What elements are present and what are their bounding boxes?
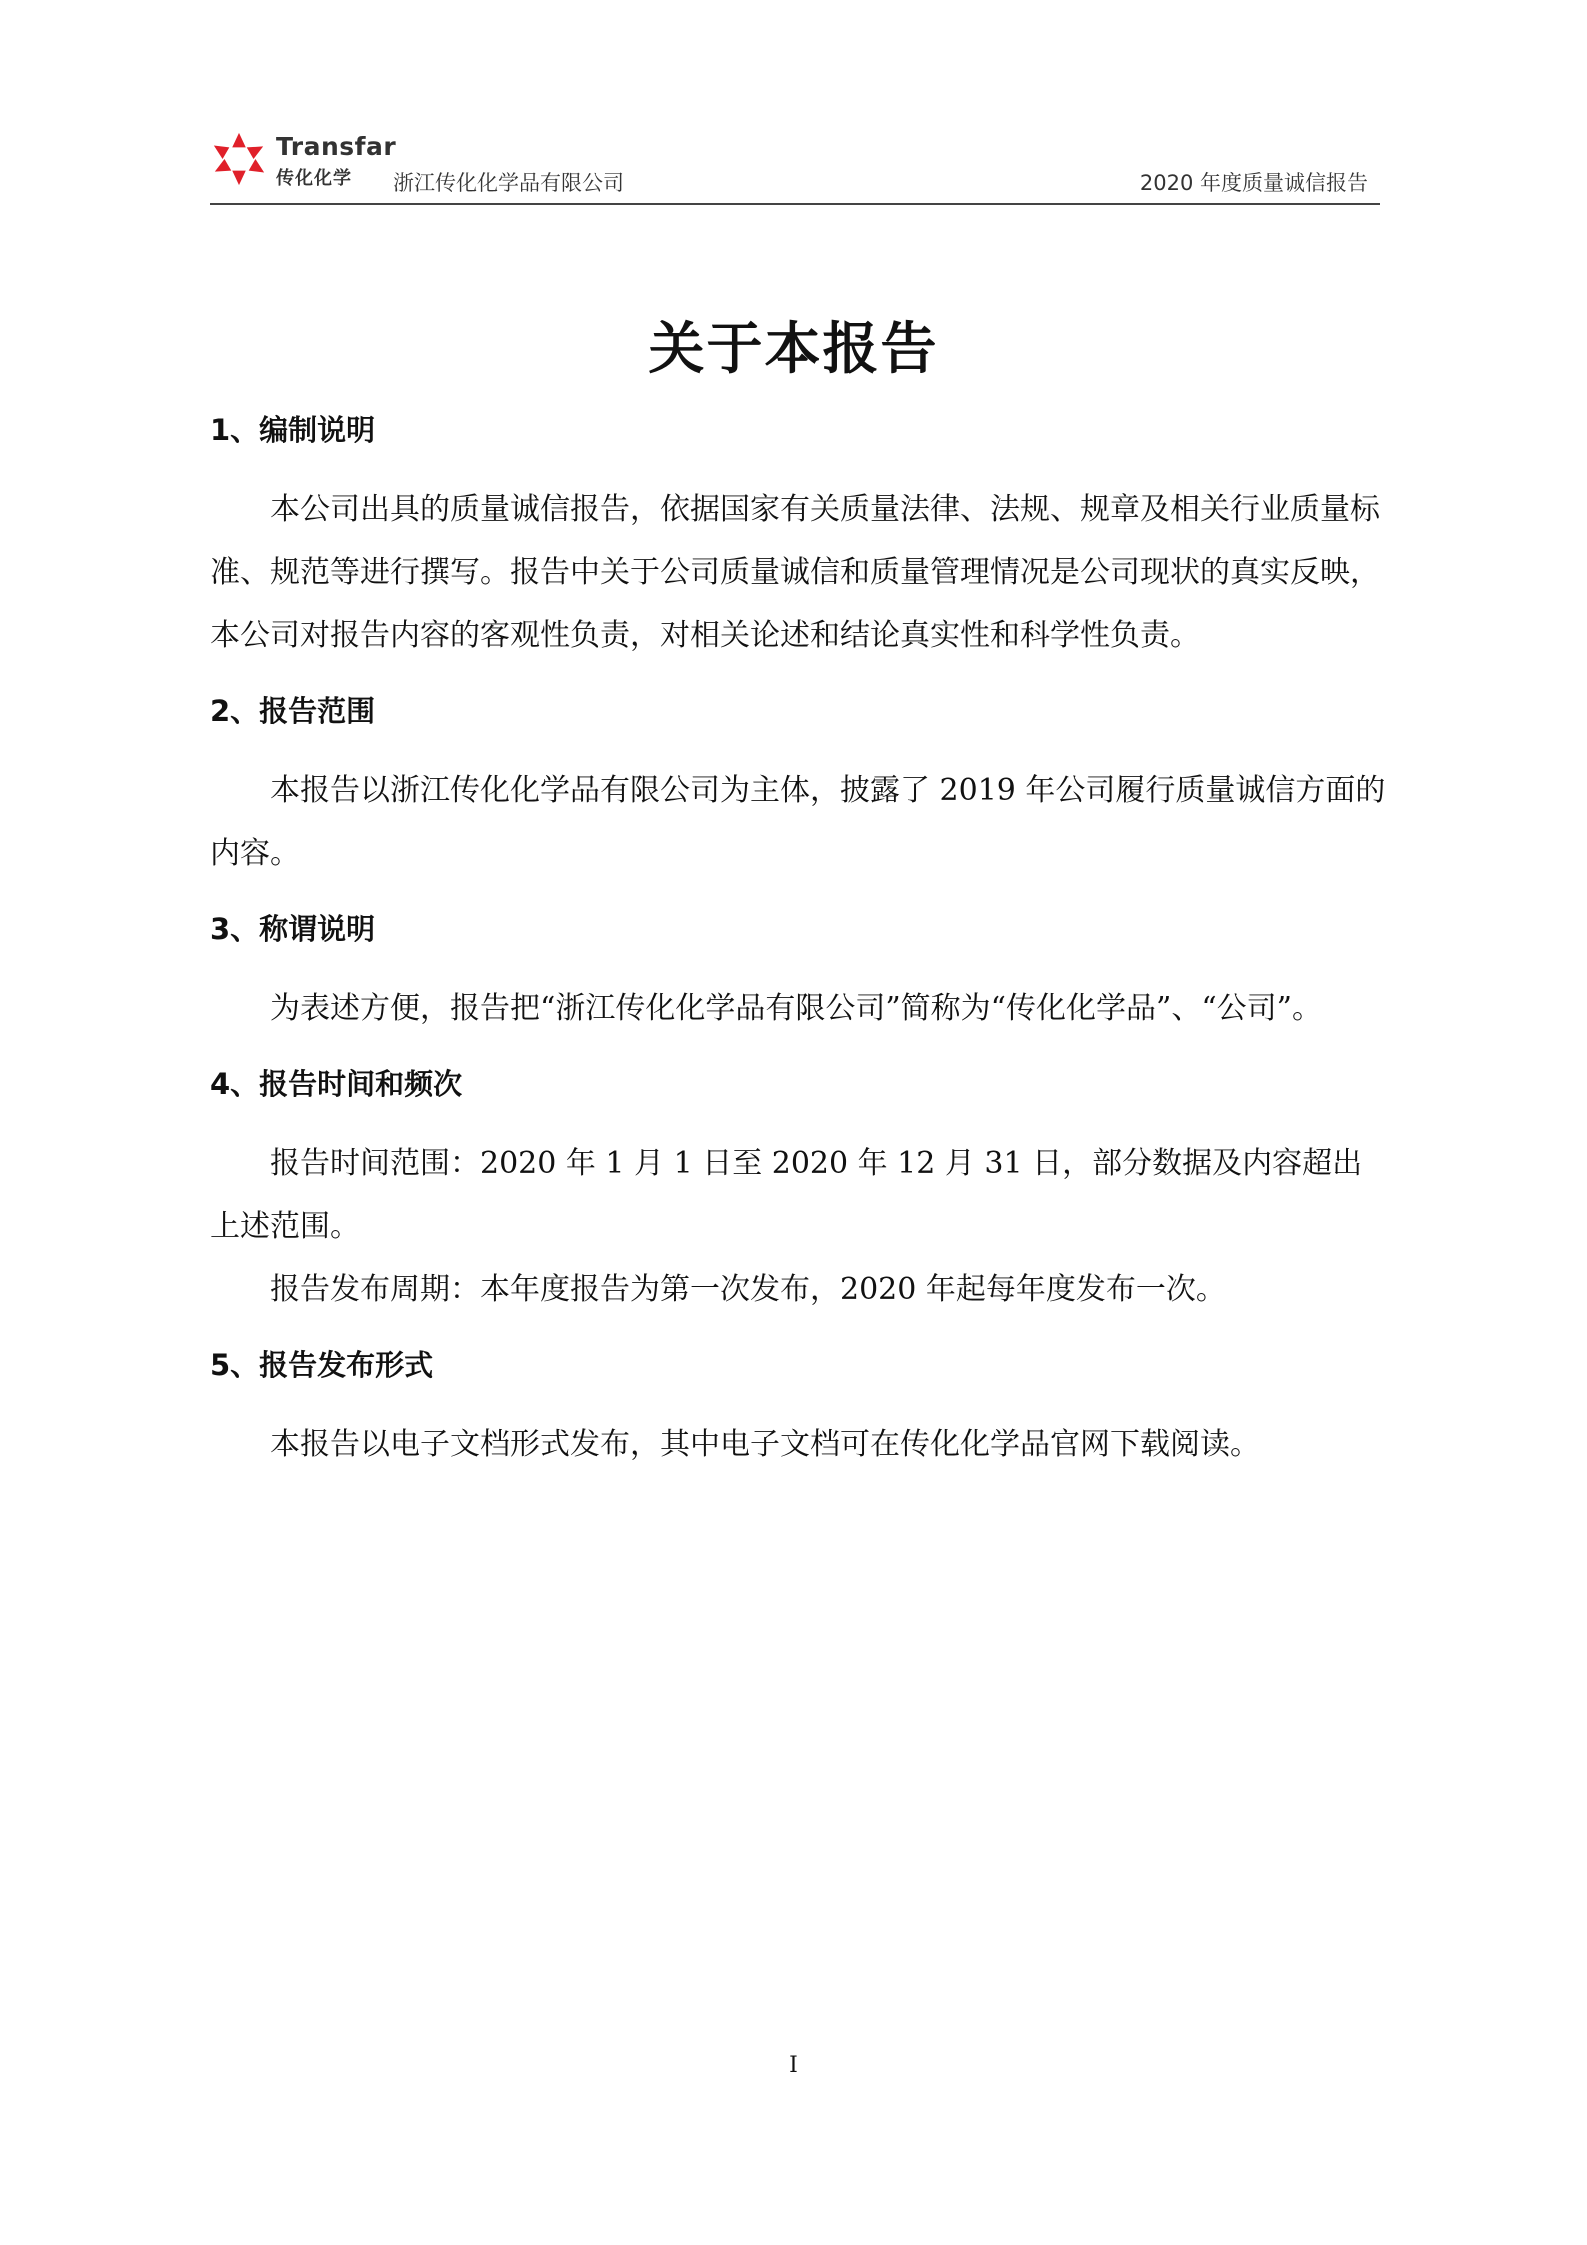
paragraph: 本报告以电子文档形式发布，其中电子文档可在传化化学品官网下载阅读。 <box>270 1427 1260 1462</box>
section-time-frequency <box>210 1062 1390 1321</box>
section-heading: 4、报告时间和频次 <box>210 1067 463 1101</box>
section-heading: 3、称谓说明 <box>210 912 376 946</box>
transfar-logo <box>210 130 395 190</box>
paragraph: 报告时间范围：2020 年 1 月 1 日至 2020 年 12 月 31 日，部分数据及内容超出上述范围。 <box>210 1146 1363 1244</box>
section-compilation <box>210 408 1390 667</box>
paragraph: 本报告以浙江传化化学品有限公司为主体，披露了 2019 年公司履行质量诚信方面的内容。 <box>210 773 1386 871</box>
page-title: 关于本报告 <box>648 317 939 382</box>
section-heading: 5、报告发布形式 <box>210 1348 434 1382</box>
section-heading: 2、报告范围 <box>210 694 376 728</box>
paragraph: 报告发布周期：本年度报告为第一次发布，2020 年起每年度发布一次。 <box>270 1272 1226 1307</box>
logo-chinese-text: 传化化学 <box>276 168 352 189</box>
paragraph: 本公司出具的质量诚信报告，依据国家有关质量法律、法规、规章及相关行业质量标准、规范等进行撰写。报告中关于公司质量诚信和质量管理情况是公司现状的真实反映，本公司对报告内容的客观性负责，对相关论述和结论真实性和科学性负责。 <box>210 492 1380 653</box>
section-publication-format <box>210 1343 1390 1476</box>
logo-english-text: Transfar <box>276 132 397 161</box>
page-number: I <box>789 2053 798 2078</box>
transfar-logo-icon <box>210 130 268 188</box>
section-terms <box>210 907 1390 1040</box>
header-report-title: 2020 年度质量诚信报告 <box>1139 171 1368 195</box>
paragraph: 为表述方便，报告把“浙江传化化学品有限公司”简称为“传化化学品”、“公司”。 <box>270 991 1323 1026</box>
section-heading: 1、编制说明 <box>210 413 376 447</box>
header-company-name: 浙江传化化学品有限公司 <box>393 171 624 195</box>
section-scope <box>210 689 1390 885</box>
page-header <box>210 125 1380 205</box>
report-body <box>210 408 1390 1498</box>
